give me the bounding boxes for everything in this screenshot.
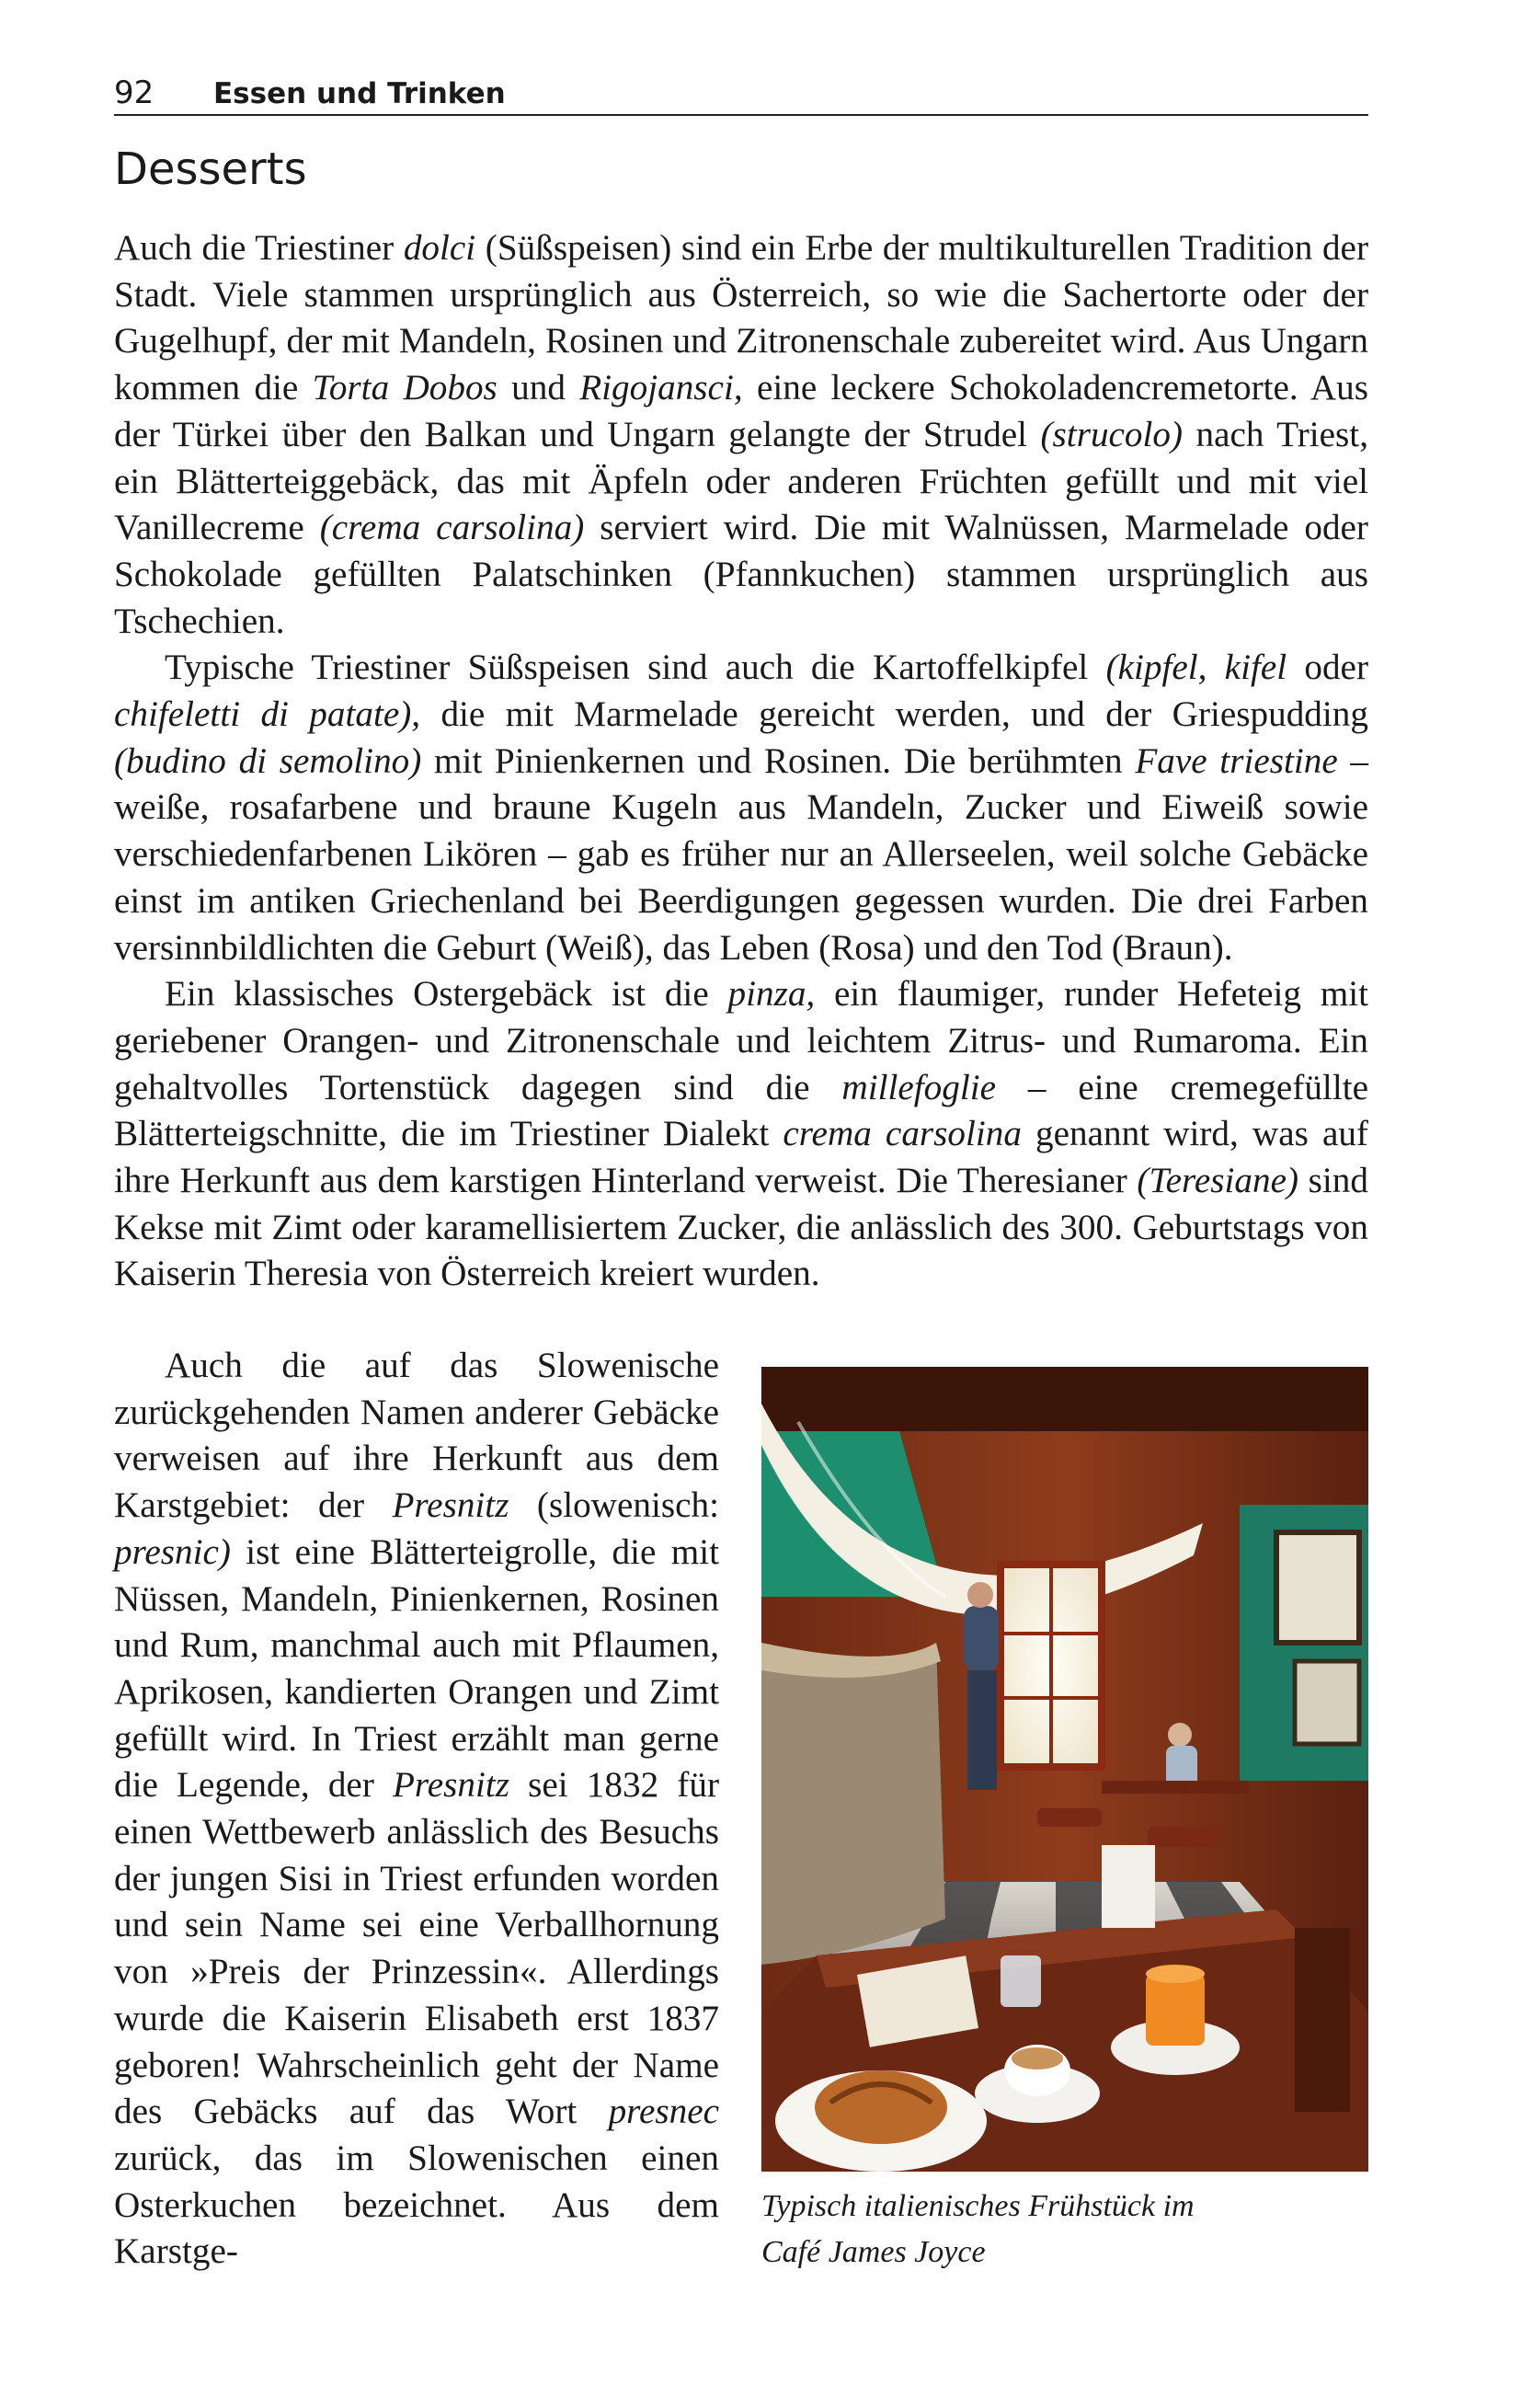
paragraph-3 [114, 971, 1368, 1298]
paragraph-4 [114, 1343, 719, 2276]
cafe-illustration [761, 1367, 1368, 2172]
italic-term: crema carsolina [783, 1114, 1022, 1154]
text-run: serviert wird. Die mit Walnüssen, Marmelade oder Schokolade gefüllten Palatschinken (Pfannkuchen) stammen ursprünglich aus Tschechien. [114, 508, 1368, 641]
orange-juice-top [1146, 1965, 1205, 1983]
main-text [114, 225, 1368, 1298]
wall-picture [1276, 1532, 1359, 1643]
caption-line: Café James Joyce [761, 2235, 986, 2269]
text-run: – eine cremegefüllte Blätterteigschnitte, die im Triestiner Dialekt [114, 1067, 1368, 1154]
section-heading: Desserts [114, 143, 307, 195]
chair [1295, 1928, 1350, 2112]
small-table [1102, 1781, 1249, 1794]
italic-term: pinza, [727, 974, 816, 1015]
column-text [114, 1343, 719, 2276]
italic-term: (Teresiane) [1137, 1161, 1299, 1201]
text-run: Auch die auf das Slowenische zurückgehenden Namen anderer Gebäcke verweisen auf ihre Herkunft aus dem Karstgebiet: der [114, 1346, 719, 1526]
text-run: Typische Triestiner Süßspeisen sind auch die Kartoffelkipfel [165, 648, 1106, 688]
text-run: nach Triest, ein Blätterteiggebäck, das mit Äpfeln oder anderen Früchten gefüllt und mit viel Vanillecreme [114, 414, 1368, 548]
italic-term: presnec [608, 2092, 719, 2132]
text-run: sind Kekse mit Zimt oder karamellisiertem Zucker, die anlässlich des 300. Geburtstags von Kaiserin Theresia von Österreich kreiert wurden. [114, 1161, 1368, 1294]
text-run: ein flaumiger, runder Hefeteig mit geriebener Orangen- und Zitronenschale und leichtem Zitrus- und Rumaroma. Ein gehaltvolles Tortenstück dagegen sind die [114, 974, 1368, 1107]
italic-term: Presnitz [393, 1765, 509, 1806]
text-run: eine leckere Schokoladencremetorte. Aus der Türkei über den Balkan und Ungarn gelangte der Strudel [114, 368, 1368, 454]
napkin-holder [1102, 1845, 1155, 1928]
text-run: die mit Marmelade gereicht werden, und der Griespudding [420, 694, 1368, 735]
italic-term: millefoglie [841, 1067, 996, 1107]
guest-head [1168, 1723, 1192, 1747]
stool [1148, 1827, 1221, 1847]
italic-term: (budino di semolino) [114, 740, 422, 781]
text-run: oder [1287, 648, 1368, 688]
wall-picture [1295, 1661, 1359, 1744]
chapter-title: Essen und Trinken [213, 77, 506, 110]
water-glass [1001, 1955, 1041, 2007]
text-run: zurück, das im Slowenischen einen Osterkuchen bezeichnet. Aus dem Karstge- [114, 2138, 719, 2272]
italic-term: chifeletti di patate), [114, 694, 421, 735]
italic-term: dolci [403, 228, 476, 268]
caption-line: Typisch italienisches Frühstück im [761, 2189, 1195, 2223]
page-number: 92 [114, 75, 154, 111]
cafe-photo [761, 1367, 1368, 2172]
italic-term: presnic) [114, 1531, 231, 1572]
text-run: sei 1832 für einen Wettbewerb anlässlich des Besuchs der jungen Sisi in Triest erfunden worden und sein Name sei eine Verballhornung von »Preis der Prinzessin«. Allerdings wurde die Kaiserin Elisabeth erst 1837 geboren! Wahrscheinlich geht der Name des Gebäcks auf das Wort [114, 1765, 719, 2132]
text-run: – weiße, rosafarbene und braune Kugeln aus Mandeln, Zucker und Eiweiß sowie verschiedenfarbenen Likören – gab es früher nur an Allerseelen, weil solche Gebäcke einst im antiken Griechenland bei Beerdigungen gegessen wurden. Die drei Farben versinnbildlichten die Geburt (Weiß), das Leben (Rosa) und den Tod (Braun). [114, 740, 1369, 968]
paragraph-2 [114, 645, 1368, 971]
text-run: Ein klassisches Ostergebäck ist die [165, 974, 728, 1015]
text-run: (Süßspeisen) sind ein Erbe der multikulturellen Tradition der Stadt. Viele stammen ursprünglich aus Österreich, so wie die Sachertorte oder der Gugelhupf, der mit Mandeln, Rosinen und Zitronenschale zubereitet wird. Aus Ungarn kommen die [114, 228, 1368, 408]
running-head [114, 74, 1368, 116]
figure-caption [761, 2184, 1368, 2276]
text-run: mit Pinienkernen und Rosinen. Die berühmten [421, 740, 1136, 781]
barista-legs [967, 1670, 997, 1790]
italic-term: (kipfel, kifel [1105, 648, 1287, 688]
text-run: Auch die Triestiner [114, 228, 404, 268]
italic-term: Fave triestine [1135, 740, 1338, 781]
italic-term: (crema carsolina) [319, 508, 585, 548]
italic-term: (strucolo) [1040, 414, 1184, 454]
stool [1037, 1808, 1102, 1827]
italic-term: Rigojansci, [579, 368, 743, 408]
barista [964, 1606, 999, 1670]
bar-counter [761, 1643, 945, 1965]
text-run: und [497, 368, 580, 408]
italic-term: Presnitz [392, 1485, 509, 1526]
italic-term: Torta Dobos [312, 368, 497, 408]
text-run: (slowenisch: [509, 1485, 719, 1526]
cappuccino-foam [1012, 2047, 1063, 2070]
orange-juice [1146, 1974, 1205, 2046]
paragraph-1 [114, 225, 1368, 645]
barista-head [967, 1582, 993, 1608]
text-run: genannt wird, was auf ihre Herkunft aus dem karstigen Hinterland verweist. Die Theresianer [114, 1114, 1368, 1201]
text-run: ist eine Blätterteigrolle, die mit Nüssen, Mandeln, Pinienkernen, Rosinen und Rum, manchmal auch mit Pflaumen, Aprikosen, kandierten Orangen und Zimt gefüllt wird. In Triest erzählt man gerne die Legende, der [114, 1531, 719, 1806]
ceiling [761, 1367, 1368, 1431]
